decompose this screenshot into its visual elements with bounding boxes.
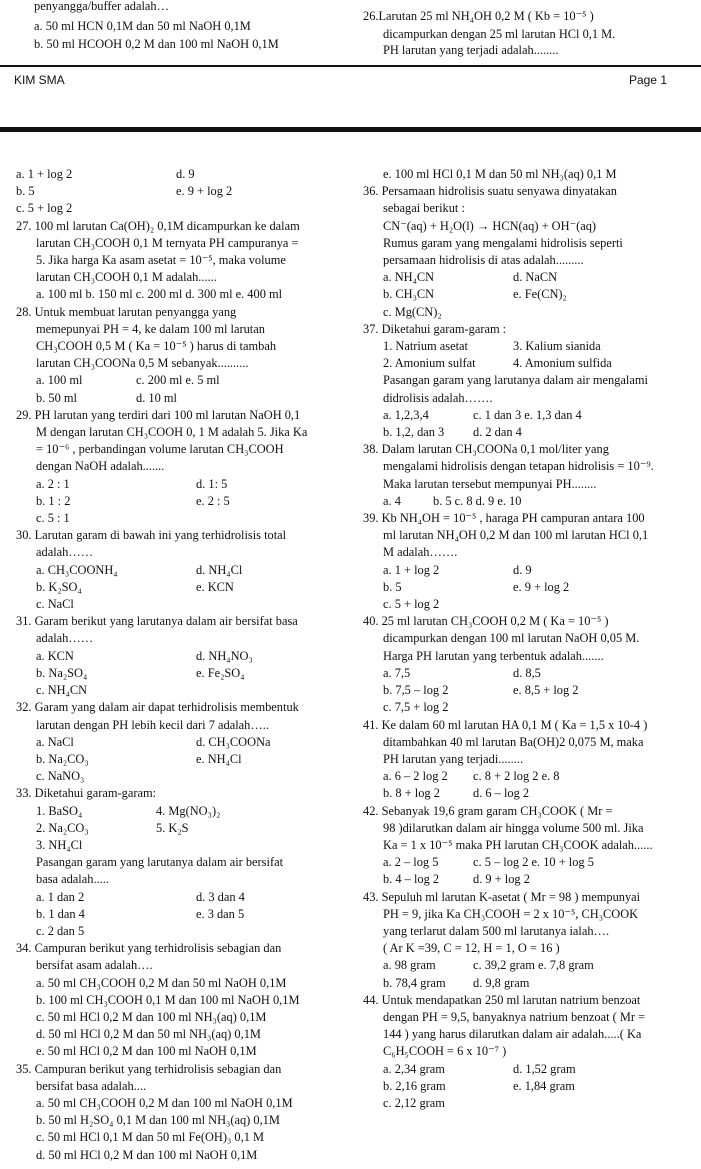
question-line (16, 527, 348, 544)
question-line (16, 183, 348, 200)
question-line (16, 613, 348, 630)
line-text: b. 100 ml CH₃COOH 0,1 M dan 100 ml NaOH 0,1M (36, 992, 300, 1007)
line-text: 30. Larutan garam di bawah ini yang terhidrolisis total (16, 528, 287, 543)
line-text: Ka = 1 x 10⁻⁵ maka PH larutan CH₃COOK adalah...... (383, 837, 653, 852)
question-line (363, 527, 699, 544)
question-line (363, 252, 699, 269)
question-line (363, 1043, 699, 1060)
question-line (363, 906, 699, 923)
line-text: Maka larutan tersebut mempunyai PH........ (383, 476, 597, 491)
line-text: 39. Kb NH₄OH = 10⁻⁵ , haraga PH campuran antara 100 (363, 511, 645, 526)
question-line (16, 1095, 348, 1112)
line-option: e. 8,5 + log 2 (513, 683, 579, 698)
line-text: basa adalah..... (36, 872, 109, 887)
question-line (363, 992, 699, 1009)
line-text: b. 7,5 – log 2 (383, 683, 449, 698)
question-line (16, 837, 348, 854)
line-text: c. 2,12 gram (383, 1095, 445, 1110)
line-text: Harga PH larutan yang terbentuk adalah....... (383, 648, 604, 663)
line-option: c. 5 – log 2 e. 10 + log 5 (473, 855, 594, 870)
line-option: d. 9 (176, 167, 195, 181)
question-line (16, 424, 348, 441)
line-text: a. KCN (36, 648, 74, 663)
question-line (16, 1129, 348, 1146)
line-text: Pasangan garam yang larutanya dalam air mengalami (383, 373, 648, 388)
question-line (363, 820, 699, 837)
line-text: 43. Sepuluh ml larutan K-asetat ( Mr = 98 ) mempunyai (363, 889, 641, 904)
line-option: e. KCN (196, 579, 234, 594)
question-line (16, 338, 348, 355)
question-line (16, 390, 348, 407)
question-line (363, 923, 699, 940)
prev-left-2: b. 50 ml HCOOH 0,2 M dan 100 ml NaOH 0,1M (34, 37, 279, 51)
line-text: 35. Campuran berikut yang terhidrolisis sebagian dan (16, 1061, 282, 1076)
question-line (363, 871, 699, 888)
question-line (16, 768, 348, 785)
question-line (363, 975, 699, 992)
question-line (363, 803, 699, 820)
prev-left-1: a. 50 ml HCN 0,1M dan 50 ml NaOH 0,1M (34, 19, 251, 33)
question-line (16, 321, 348, 338)
right-column (363, 166, 699, 1112)
line-text: b. K₂SO₄ (36, 579, 82, 594)
line-text: didrolisis adalah……. (383, 390, 493, 405)
question-line (363, 510, 699, 527)
question-line (363, 682, 699, 699)
question-line (16, 407, 348, 424)
line-option: c. 8 + 2 log 2 e. 8 (473, 769, 560, 784)
line-text: CH₃COOH 0,5 M ( Ka = 10⁻⁵ ) harus di tambah (36, 339, 277, 354)
question-line (16, 476, 348, 493)
question-line (16, 200, 348, 217)
line-text: a. 1,2,3,4 (383, 407, 429, 422)
question-line (363, 1095, 699, 1112)
line-text: a. 50 ml CH₃COOH 0,2 M dan 100 ml NaOH 0,1M (36, 1095, 293, 1110)
line-option: e. Fe₂SO₄ (196, 665, 245, 680)
line-option: c. 1 dan 3 e. 1,3 dan 4 (473, 407, 582, 422)
line-text: b. Na₂CO₃ (36, 751, 89, 766)
line-text: c. NaCl (36, 597, 74, 612)
question-line (363, 889, 699, 906)
line-text: larutan CH₃COOH 0,1 M ternyata PH campuranya = (36, 235, 299, 250)
question-line (16, 992, 348, 1009)
line-text: ditambahkan 40 ml larutan Ba(OH)2 0,075 M, maka (383, 734, 644, 749)
line-text: a. 100 ml (36, 373, 83, 388)
line-text: adalah…… (36, 545, 94, 560)
question-line (16, 510, 348, 527)
line-text: dengan NaOH adalah....... (36, 459, 165, 474)
question-line (16, 889, 348, 906)
question-line (363, 785, 699, 802)
line-text: b. 5 (383, 579, 402, 594)
line-option: c. 39,2 gram e. 7,8 gram (473, 958, 594, 973)
line-text: Rumus garam yang mengalami hidrolisis seperti (383, 235, 623, 250)
question-line (16, 854, 348, 871)
question-line (16, 1026, 348, 1043)
line-text: ml larutan NH₄OH 0,2 M dan 100 ml larutan HCl 0,1 (383, 528, 649, 543)
line-option: e. 9 + log 2 (513, 579, 570, 594)
question-line (16, 372, 348, 389)
line-text: M dengan larutan CH₃COOH 0, 1 M adalah 5. Jika Ka (36, 425, 308, 440)
question-line (16, 734, 348, 751)
line-text: bersifat asam adalah…. (36, 958, 153, 973)
line-option: d. NaCN (513, 270, 558, 285)
line-text: 31. Garam berikut yang larutanya dalam air bersifat basa (16, 614, 298, 629)
question-line (363, 200, 699, 217)
question-line (363, 596, 699, 613)
line-option: 5. K₂S (156, 820, 189, 835)
prev-right-1: dicampurkan dengan 25 ml larutan HCl 0,1 M. (383, 27, 616, 41)
question-line (363, 1061, 699, 1078)
question-line (363, 734, 699, 751)
line-text: memepunyai PH = 4, ke dalam 100 ml larutan (36, 321, 265, 336)
prev-left-0: penyangga/buffer adalah… (34, 0, 169, 13)
question-line (363, 613, 699, 630)
line-text: a. 50 ml CH₃COOH 0,2 M dan 50 ml NaOH 0,1M (36, 975, 287, 990)
line-option: d. 3 dan 4 (196, 889, 245, 904)
line-text: b. 2,16 gram (383, 1078, 446, 1093)
line-text: yang terlarut dalam 500 ml larutanya ialah…. (383, 923, 610, 938)
line-text: c. NaNO₃ (36, 769, 85, 784)
question-line (363, 544, 699, 561)
question-line (16, 923, 348, 940)
question-line (363, 218, 699, 235)
line-text: mengalami hidrolisis dengan tetapan hidrolisis = 10⁻⁹. (383, 459, 654, 474)
question-line (16, 562, 348, 579)
question-line (363, 854, 699, 871)
line-option: d. 9,8 gram (473, 975, 530, 990)
line-option: d. 6 – log 2 (473, 786, 530, 801)
question-line (16, 596, 348, 613)
question-line (363, 562, 699, 579)
line-text: b. 50 ml H₂SO₄ 0,1 M dan 100 ml NH₃(aq) 0,1M (36, 1113, 280, 1128)
line-text: sebagai berikut : (383, 201, 465, 216)
line-text: a. NH₄CN (383, 270, 435, 285)
line-option: d. 8,5 (513, 665, 541, 680)
question-line (16, 1147, 348, 1164)
question-line (16, 304, 348, 321)
line-text: 1. BaSO₄ (36, 803, 83, 818)
line-text: 34. Campuran berikut yang terhidrolisis sebagian dan (16, 941, 282, 956)
line-text: c. NH₄CN (36, 683, 88, 698)
line-text: M adalah……. (383, 545, 458, 560)
question-line (16, 957, 348, 974)
line-text: 32. Garam yang dalam air dapat terhidrolisis membentuk (16, 700, 299, 715)
line-text: 42. Sebanyak 19,6 gram garam CH₃COOK ( Mr = (363, 803, 613, 818)
line-option: d. 1: 5 (196, 476, 228, 491)
question-line (363, 1078, 699, 1095)
line-option: e. 3 dan 5 (196, 906, 245, 921)
line-text: CN⁻(aq) + H₂O(l) → HCN(aq) + OH⁻(aq) (383, 218, 597, 233)
question-line (363, 183, 699, 200)
question-line (16, 975, 348, 992)
question-line (363, 648, 699, 665)
question-line (16, 1009, 348, 1026)
question-line (16, 630, 348, 647)
line-option: e. Fe(CN)₂ (513, 287, 567, 302)
question-line (363, 665, 699, 682)
question-line (16, 717, 348, 734)
line-text: b. 1 dan 4 (36, 906, 85, 921)
line-text: 2. Na₂CO₃ (36, 820, 89, 835)
line-text: 44. Untuk mendapatkan 250 ml larutan natrium benzoat (363, 992, 641, 1007)
line-text: bersifat basa adalah.... (36, 1078, 147, 1093)
question-line (363, 1026, 699, 1043)
line-text: PH larutan yang terjadi........ (383, 751, 524, 766)
question-line (16, 166, 348, 183)
line-text: 37. Diketahui garam-garam : (363, 321, 507, 336)
question-line (16, 252, 348, 269)
line-text: 28. Untuk membuat larutan penyangga yang (16, 304, 237, 319)
line-option: d. 9 (513, 562, 532, 577)
line-text: c. 2 dan 5 (36, 923, 85, 938)
line-text: C₆H₅COOH = 6 x 10⁻⁷ ) (383, 1044, 507, 1059)
line-text: b. 50 ml (36, 390, 77, 405)
line-text: 1. Natrium asetat (383, 339, 468, 354)
question-line (16, 665, 348, 682)
line-text: e. 100 ml HCl 0,1 M dan 50 ml NH₃(aq) 0,1 M (383, 167, 617, 181)
question-line (363, 286, 699, 303)
header-rule-bottom (0, 127, 701, 132)
question-line (363, 235, 699, 252)
question-line (363, 476, 699, 493)
question-line (16, 235, 348, 252)
line-text: c. 7,5 + log 2 (383, 700, 449, 715)
line-text: dicampurkan dengan 100 ml larutan NaOH 0,05 M. (383, 631, 640, 646)
line-option: 3. Kalium sianida (513, 339, 601, 354)
question-line (363, 269, 699, 286)
question-line (16, 785, 348, 802)
question-line (16, 269, 348, 286)
line-text: a. 2 – log 5 (383, 855, 439, 870)
line-text: b. 5 (16, 184, 35, 199)
question-line (363, 338, 699, 355)
question-line (16, 1061, 348, 1078)
line-text: d. 50 ml HCl 0,2 M dan 100 ml NaOH 0,1M (36, 1147, 258, 1162)
line-text: Pasangan garam yang larutanya dalam air bersifat (36, 855, 284, 870)
question-line (363, 372, 699, 389)
line-option: 4. Mg(NO₃)₂ (156, 803, 221, 818)
question-line (16, 1043, 348, 1060)
question-line (363, 424, 699, 441)
line-text: a. 4 (383, 493, 401, 508)
question-line (363, 441, 699, 458)
line-text: 40. 25 ml larutan CH₃COOH 0,2 M ( Ka = 10⁻⁵ ) (363, 614, 609, 629)
line-text: a. 100 ml b. 150 ml c. 200 ml d. 300 ml e. 400 ml (36, 287, 283, 302)
question-line (16, 355, 348, 372)
question-line (363, 166, 699, 183)
question-line (16, 906, 348, 923)
line-text: c. 50 ml HCl 0,1 M dan 50 ml Fe(OH)₃ 0,1 M (36, 1130, 265, 1145)
line-text: b. 1 : 2 (36, 493, 71, 508)
line-text: 33. Diketahui garam-garam: (16, 786, 157, 801)
question-line (16, 682, 348, 699)
line-text: 144 ) yang harus dilarutkan dalam air adalah.....( Ka (383, 1027, 642, 1042)
question-line (16, 441, 348, 458)
line-text: larutan CH₃COONa 0,5 M sebanyak.......... (36, 356, 249, 371)
question-line (363, 768, 699, 785)
line-text: = 10⁻⁶ , perbandingan volume larutan CH₃COOH (36, 442, 284, 457)
question-line (16, 820, 348, 837)
line-text: a. 2,34 gram (383, 1061, 445, 1076)
question-line (363, 751, 699, 768)
question-line (16, 1078, 348, 1095)
question-line (363, 493, 699, 510)
line-text: a. 98 gram (383, 958, 436, 973)
question-line (16, 458, 348, 475)
line-option: d. NH₄NO₃ (196, 648, 253, 663)
line-text: 5. Jika harga Ka asam asetat = 10⁻⁵, maka volume (36, 253, 286, 268)
header-title: KIM SMA (14, 73, 65, 87)
line-text: a. 2 : 1 (36, 476, 70, 491)
line-text: persamaan hidrolisis di atas adalah......... (383, 253, 584, 268)
question-line (16, 544, 348, 561)
question-line (363, 355, 699, 372)
question-line (16, 1112, 348, 1129)
line-text: a. 1 + log 2 (16, 167, 73, 181)
line-text: c. 50 ml HCl 0,2 M dan 100 ml NH₃(aq) 0,1M (36, 1009, 267, 1024)
line-text: b. 1,2, dan 3 (383, 425, 445, 440)
left-column (16, 166, 348, 1164)
prev-right-0: 26.Larutan 25 ml NH₄OH 0,2 M ( Kb = 10⁻⁵ ) (363, 9, 594, 23)
line-text: b. 4 – log 2 (383, 872, 440, 887)
question-line (363, 458, 699, 475)
line-text: larutan CH₃COOH 0,1 M adalah...... (36, 270, 217, 285)
line-text: ( Ar K =39, C = 12, H = 1, O = 16 ) (383, 941, 560, 956)
line-text: e. 50 ml HCl 0,2 M dan 100 ml NaOH 0,1M (36, 1044, 257, 1059)
question-line (363, 940, 699, 957)
question-line (16, 218, 348, 235)
line-option: d. 2 dan 4 (473, 425, 522, 440)
question-line (363, 321, 699, 338)
line-text: c. Mg(CN)₂ (383, 304, 442, 319)
line-text: larutan dengan PH lebih kecil dari 7 adalah….. (36, 717, 269, 732)
line-text: a. NaCl (36, 734, 74, 749)
line-text: a. 7,5 (383, 665, 411, 680)
line-text: PH = 9, jika Ka CH₃COOH = 2 x 10⁻⁵, CH₃COOK (383, 906, 639, 921)
line-option: d. 1,52 gram (513, 1061, 576, 1076)
line-option: e. 1,84 gram (513, 1078, 575, 1093)
line-text: b. 8 + log 2 (383, 786, 440, 801)
question-line (16, 940, 348, 957)
question-line (363, 304, 699, 321)
question-line (16, 699, 348, 716)
page-number: Page 1 (628, 73, 667, 87)
line-text: a. 6 – 2 log 2 (383, 769, 448, 784)
line-option: d. NH₄Cl (196, 562, 243, 577)
line-text: 29. PH larutan yang terdiri dari 100 ml larutan NaOH 0,1 (16, 407, 301, 422)
line-text: a. 1 dan 2 (36, 889, 85, 904)
line-option: c. 200 ml e. 5 ml (136, 373, 220, 388)
question-line (363, 717, 699, 734)
line-text: c. 5 + log 2 (16, 201, 73, 216)
line-text: b. 78,4 gram (383, 975, 446, 990)
question-line (363, 579, 699, 596)
question-line (16, 751, 348, 768)
question-line (16, 871, 348, 888)
line-text: adalah…… (36, 631, 94, 646)
question-line (363, 699, 699, 716)
line-text: a. CH₃COONH₄ (36, 562, 118, 577)
line-text: 98 )dilarutkan dalam air hingga volume 500 ml. Jika (383, 820, 644, 835)
line-text: 3. NH₄Cl (36, 837, 83, 852)
line-option: e. 9 + log 2 (176, 184, 233, 199)
line-option: d. 10 ml (136, 390, 177, 405)
line-text: 41. Ke dalam 60 ml larutan HA 0,1 M ( Ka = 1,5 x 10-4 ) (363, 717, 648, 732)
question-line (363, 407, 699, 424)
question-line (16, 579, 348, 596)
question-line (16, 286, 348, 303)
line-text: c. 5 : 1 (36, 511, 70, 526)
line-text: dengan PH = 9,5, banyaknya natrium benzoat ( Mr = (383, 1009, 646, 1024)
question-line (363, 630, 699, 647)
line-text: b. Na₂SO₄ (36, 665, 88, 680)
question-line (363, 390, 699, 407)
line-text: 2. Amonium sulfat (383, 356, 476, 371)
line-text: d. 50 ml HCl 0,2 M dan 50 ml NH₃(aq) 0,1M (36, 1027, 261, 1042)
line-text: 27. 100 ml larutan Ca(OH)₂ 0,1M dicampurkan ke dalam (16, 218, 300, 233)
header-rule-top (0, 65, 701, 67)
line-option: b. 5 c. 8 d. 9 e. 10 (433, 493, 522, 508)
question-line (363, 1009, 699, 1026)
question-line (363, 837, 699, 854)
question-line (363, 957, 699, 974)
line-text: c. 5 + log 2 (383, 597, 440, 612)
line-text: b. CH₃CN (383, 287, 435, 302)
question-line (16, 803, 348, 820)
line-option: 4. Amonium sulfida (513, 356, 612, 371)
line-text: a. 1 + log 2 (383, 562, 440, 577)
line-text: 38. Dalam larutan CH₃COONa 0,1 mol/liter yang (363, 442, 609, 457)
question-line (16, 648, 348, 665)
line-option: d. 9 + log 2 (473, 872, 530, 887)
line-text: 36. Persamaan hidrolisis suatu senyawa dinyatakan (363, 184, 617, 199)
line-option: e. 2 : 5 (196, 493, 230, 508)
question-line (16, 493, 348, 510)
prev-right-2: PH larutan yang terjadi adalah........ (383, 43, 559, 57)
line-option: d. CH₃COONa (196, 734, 271, 749)
line-option: e. NH₄Cl (196, 751, 242, 766)
